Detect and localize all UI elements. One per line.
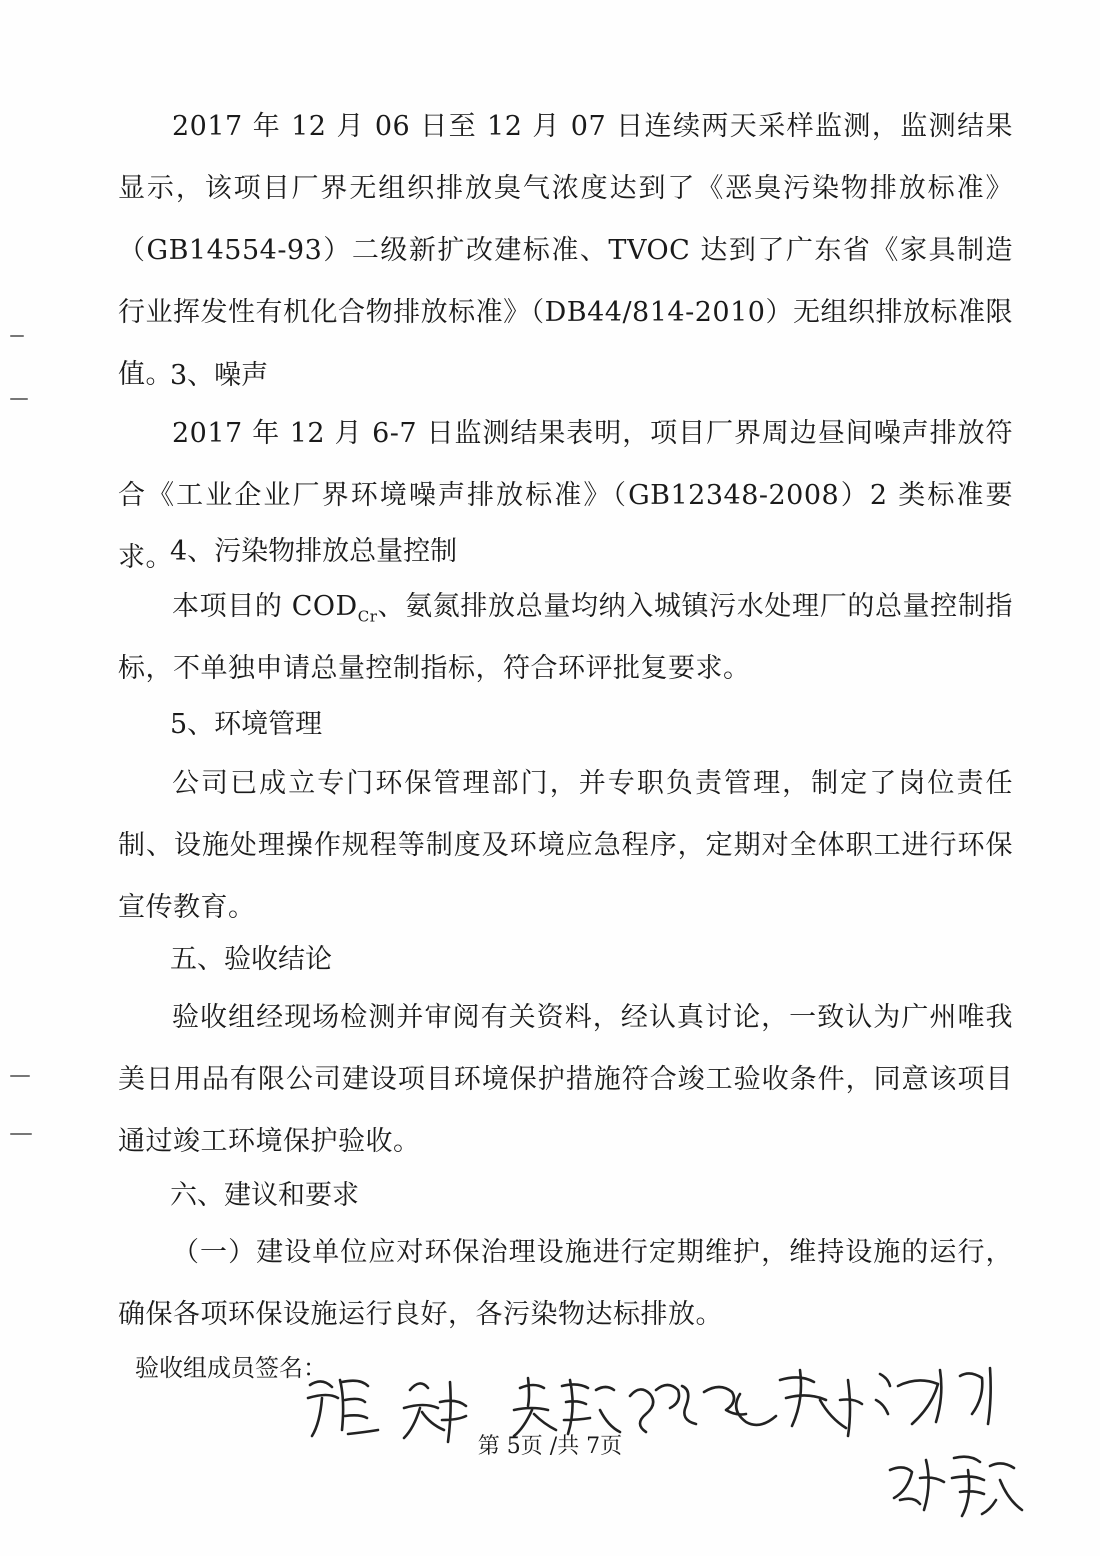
signature-7 — [890, 1457, 1022, 1516]
paragraph-monitoring-results: 2017 年 12 月 06 日至 12 月 07 日连续两天采样监测，监测结果显示，该项目厂界无组织排放臭气浓度达到了《恶臭污染物排放标准》（GB14554-93）二级新扩改建标准、TVOC 达到了广东省《家具制造行业挥发性有机化合物排放标准》（DB44/814-2010）无组织排放标准限值。 — [118, 111, 1013, 390]
signature-1 — [308, 1380, 378, 1436]
page-number-footer: 第 5页 /共 7页 — [477, 1434, 623, 1459]
signature-5 — [780, 1370, 862, 1436]
paragraph-total-control-start: 本项目的 COD — [172, 591, 358, 622]
paragraph-conclusion: 验收组经现场检测并审阅有关资料，经认真讨论，一致认为广州唯我美日用品有限公司建设项目环境保护措施符合竣工验收条件，同意该项目通过竣工环境保护验收。 — [118, 1002, 1013, 1157]
heading-env-management: 5、环境管理 — [170, 709, 323, 740]
cod-subscript: Cr — [357, 607, 378, 626]
paragraph-noise: 2017 年 12 月 6-7 日监测结果表明，项目厂界周边昼间噪声排放符合《工业企业厂界环境噪声排放标准》（GB12348-2008）2 类标准要求。 — [118, 418, 1013, 573]
signature-6 — [876, 1368, 991, 1424]
heading-total-control: 4、污染物排放总量控制 — [170, 536, 458, 567]
margin-mark — [10, 393, 40, 407]
paragraph-total-control-rest: 、氨氮排放总量均纳入城镇污水处理厂的总量控制指标，不单独申请总量控制指标，符合环评批复要求。 — [118, 591, 1014, 684]
margin-mark — [10, 1128, 40, 1142]
heading-conclusion: 五、验收结论 — [170, 944, 332, 975]
signature-4 — [630, 1385, 776, 1432]
heading-noise: 3、噪声 — [170, 360, 269, 391]
margin-mark — [10, 330, 40, 344]
signature-3 — [514, 1378, 620, 1436]
paragraph-total-control — [118, 576, 1013, 700]
margin-mark — [10, 1070, 40, 1084]
paragraph-suggestion-1: （一）建设单位应对环保治理设施进行定期维护，维持设施的运行，确保各项环保设施运行良好，各污染物达标排放。 — [118, 1237, 1013, 1330]
paragraph-env-management: 公司已成立专门环保管理部门，并专职负责管理，制定了岗位责任制、设施处理操作规程等制度及环境应急程序，定期对全体职工进行环保宣传教育。 — [118, 768, 1013, 923]
signature-label: 验收组成员签名： — [135, 1354, 327, 1382]
heading-suggestions: 六、建议和要求 — [170, 1180, 359, 1211]
